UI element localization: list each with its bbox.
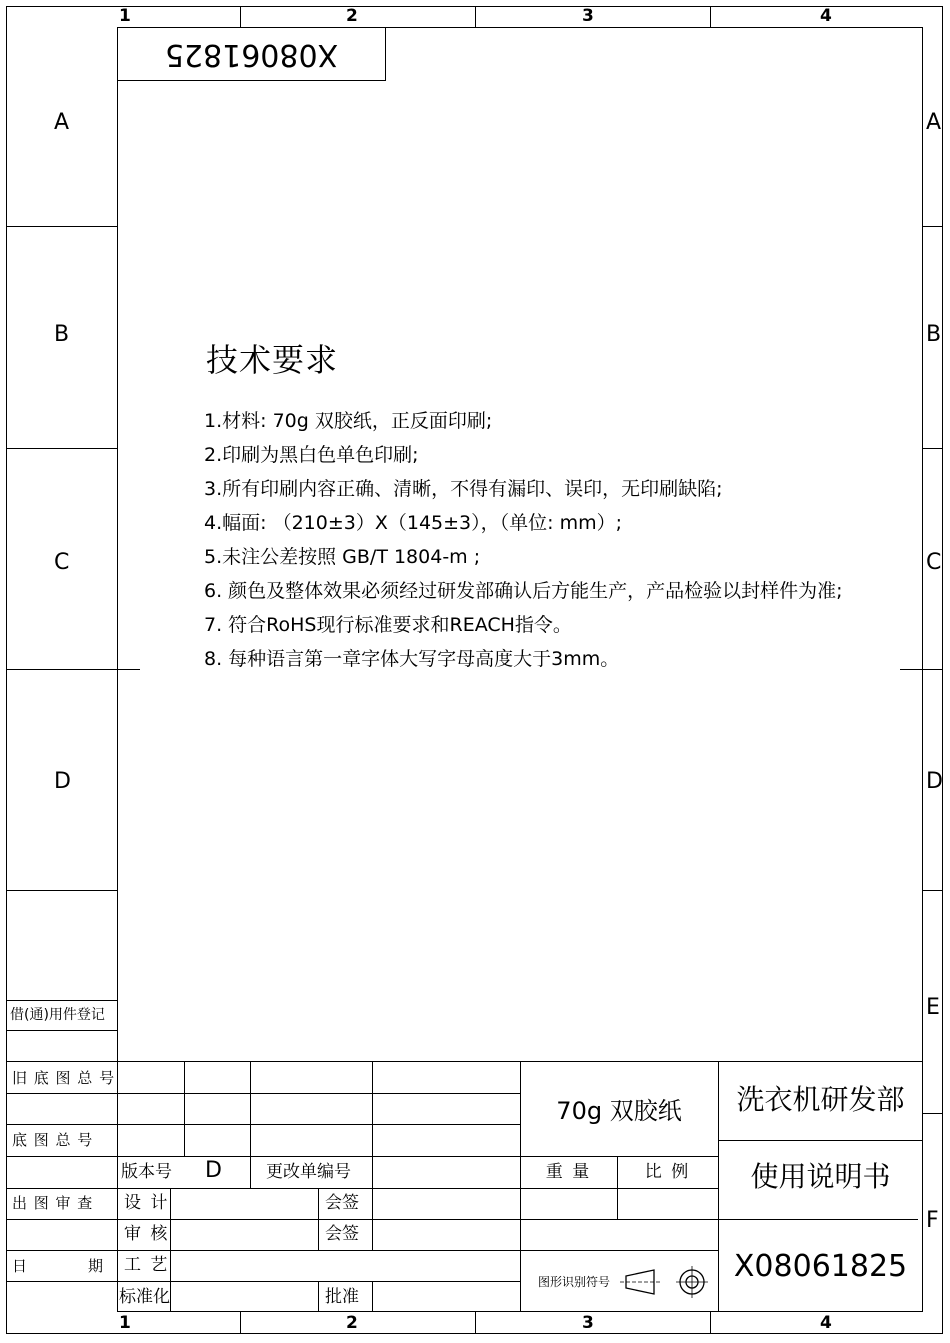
row-letter-left-b: B	[54, 322, 70, 347]
tb-row-line	[6, 1250, 520, 1251]
requirement-item: 6. 颜色及整体效果必须经过研发部确认后方能生产，产品检验以封样件为准;	[204, 580, 843, 602]
left-row-divider	[6, 448, 117, 449]
row-letter-right-f: F	[926, 1208, 939, 1233]
borrow-register-label: 借(通)用件登记	[10, 1007, 105, 1023]
left-row-divider	[6, 890, 117, 891]
strip-divider	[6, 1030, 117, 1031]
row-letter-right-b: B	[926, 322, 942, 347]
requirement-item: 3.所有印刷内容正确、清晰，不得有漏印、误印，无印刷缺陷;	[204, 478, 723, 500]
col-number-bottom-3: 3	[582, 1313, 594, 1333]
department-name: 洗衣机研发部	[736, 1083, 905, 1116]
right-row-divider	[900, 669, 943, 670]
top-col-divider	[240, 6, 241, 27]
col-number-top-4: 4	[820, 6, 832, 26]
col-number-top-1: 1	[119, 6, 131, 26]
row-letter-right-a: A	[926, 110, 942, 135]
change-number-label: 更改单编号	[266, 1162, 351, 1182]
print-review-label: 出 图 审 查	[12, 1194, 94, 1212]
base-number-label: 底 图 总 号	[12, 1131, 94, 1149]
row-letter-left-a: A	[54, 110, 70, 135]
top-col-divider	[710, 6, 711, 27]
title-block-top-border	[6, 1061, 923, 1062]
col-number-bottom-1: 1	[119, 1313, 131, 1333]
version-value: D	[205, 1158, 222, 1183]
review-label: 审 核	[124, 1224, 170, 1244]
date-label-left: 日	[12, 1257, 28, 1275]
tb-col-line	[318, 1281, 319, 1312]
tb-col-line	[318, 1188, 319, 1250]
countersign-label-1: 会签	[325, 1193, 359, 1213]
bottom-col-divider	[240, 1312, 241, 1334]
tb-col-line	[372, 1188, 373, 1250]
tb-row-line	[520, 1250, 718, 1251]
left-row-divider	[6, 669, 140, 670]
scale-label: 比 例	[644, 1162, 691, 1182]
tb-col-line	[184, 1061, 185, 1156]
row-letter-left-d: D	[54, 769, 71, 794]
col-number-top-3: 3	[582, 6, 594, 26]
date-label-right: 期	[88, 1257, 104, 1275]
countersign-label-2: 会签	[325, 1224, 359, 1244]
document-name: 使用说明书	[750, 1160, 891, 1193]
tb-row-line	[6, 1124, 520, 1125]
tb-col-line	[250, 1061, 251, 1188]
left-row-divider	[6, 226, 117, 227]
bottom-col-divider	[710, 1312, 711, 1334]
right-row-divider	[923, 448, 943, 449]
drawing-number: X08061825	[733, 1249, 908, 1284]
tb-row-line	[6, 1188, 718, 1189]
col-number-top-2: 2	[346, 6, 358, 26]
requirement-item: 8. 每种语言第一章字体大写字母高度大于3mm。	[204, 648, 620, 670]
row-letter-right-d: D	[926, 769, 943, 794]
requirement-item: 7. 符合RoHS现行标准要求和REACH指令。	[204, 614, 572, 636]
row-letter-right-e: E	[926, 995, 940, 1020]
requirement-item: 4.幅面: （210±3）X（145±3），（单位: mm）;	[204, 512, 622, 534]
requirement-item: 5.未注公差按照 GB/T 1804-m ;	[204, 546, 481, 568]
tb-row-line	[6, 1093, 520, 1094]
strip-divider	[6, 1000, 117, 1001]
tb-col-line	[170, 1188, 171, 1312]
col-number-bottom-2: 2	[346, 1313, 358, 1333]
tb-row-line	[718, 1140, 923, 1141]
requirement-item: 1.材料: 70g 双胶纸，正反面印刷;	[204, 410, 493, 432]
mirrored-drawing-number: X08061825	[164, 37, 339, 72]
standardize-label: 标准化	[119, 1287, 170, 1307]
right-row-divider	[923, 226, 943, 227]
old-base-number-label: 旧 底 图 总 号	[12, 1069, 116, 1087]
tb-row-line	[923, 1113, 943, 1114]
requirements-title: 技术要求	[206, 341, 339, 379]
tb-row-line	[6, 1281, 520, 1282]
top-col-divider	[475, 6, 476, 27]
approve-label: 批准	[325, 1287, 359, 1307]
version-label: 版本号	[121, 1162, 172, 1182]
tb-row-line	[6, 1156, 718, 1157]
bottom-col-divider	[475, 1312, 476, 1334]
weight-label: 重 量	[545, 1162, 592, 1182]
col-number-bottom-4: 4	[820, 1313, 832, 1333]
row-letter-left-c: C	[54, 550, 70, 575]
tb-row-line	[6, 1219, 918, 1220]
projection-symbol-icon	[618, 1263, 714, 1301]
right-row-divider	[923, 890, 943, 891]
row-letter-right-c: C	[926, 550, 942, 575]
symbol-label: 图形识别符号	[538, 1275, 611, 1289]
tb-col-line	[372, 1281, 373, 1312]
tb-col-line	[372, 1061, 373, 1188]
material-name: 70g 双胶纸	[556, 1097, 682, 1125]
tb-col-line	[117, 1061, 118, 1312]
process-label: 工 艺	[124, 1255, 170, 1275]
design-label: 设 计	[124, 1193, 170, 1213]
requirement-item: 2.印刷为黑白色单色印刷;	[204, 444, 419, 466]
